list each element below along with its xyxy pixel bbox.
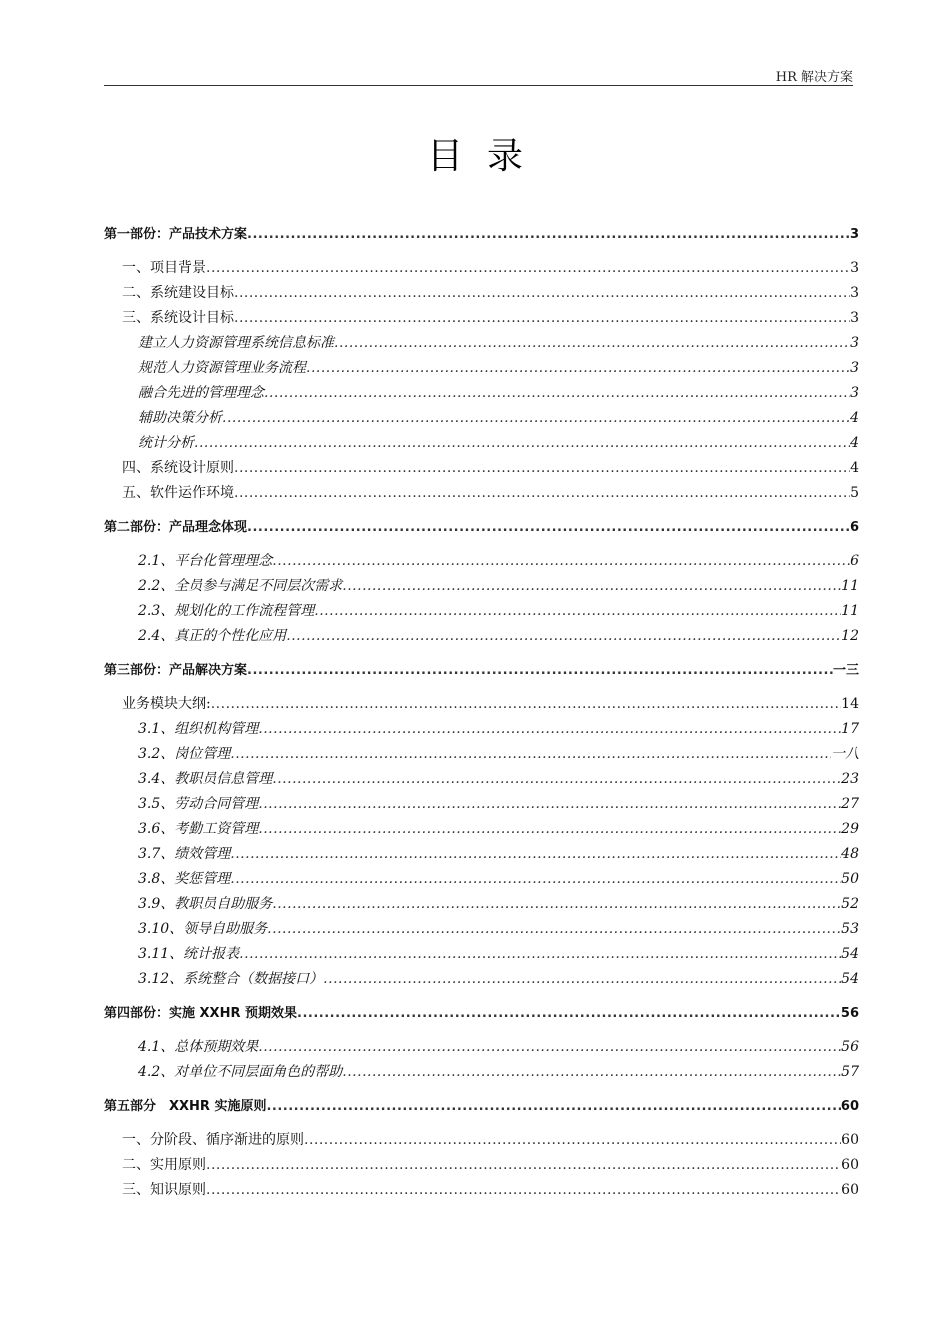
toc-entry-label: 3.12、系统整合（数据接口）	[138, 971, 324, 987]
table-of-contents	[104, 222, 859, 1203]
dot-leader	[234, 481, 850, 506]
dot-leader	[342, 574, 841, 599]
toc-entry-page-number: 3	[850, 310, 859, 326]
toc-part-heading[interactable]	[104, 1094, 859, 1119]
toc-entry-page-number: 14	[841, 696, 859, 712]
dot-leader	[234, 306, 850, 331]
toc-entry-label: 一、分阶段、循序渐进的原则	[122, 1132, 304, 1148]
toc-entry-label: 三、系统设计目标	[122, 310, 234, 326]
toc-entry[interactable]	[104, 967, 859, 992]
toc-entry-label: 第五部分 XXHR 实施原则	[104, 1099, 267, 1114]
dot-leader	[211, 692, 841, 717]
toc-entry[interactable]	[104, 767, 859, 792]
toc-entry-page-number: 4	[850, 460, 859, 476]
toc-entry-label: 建立人力资源管理系统信息标准	[138, 335, 334, 351]
dot-leader	[258, 1035, 841, 1060]
toc-entry[interactable]	[104, 599, 859, 624]
toc-entry-label: 第二部份：产品理念体现	[104, 520, 248, 535]
toc-entry-label: 3.9、教职员自助服务	[138, 896, 273, 912]
toc-entry-page-number: 60	[841, 1157, 859, 1173]
dot-leader	[206, 1178, 841, 1203]
toc-entry-page-number: 57	[841, 1064, 859, 1080]
toc-entry-page-number: 17	[841, 721, 859, 737]
toc-entry-page-number: 11	[841, 603, 859, 619]
toc-entry-label: 第四部份：实施 XXHR 预期效果	[104, 1006, 297, 1021]
toc-entry-page-number: 60	[841, 1182, 859, 1198]
toc-entry-label: 2.2、全员参与满足不同层次需求	[138, 578, 343, 594]
toc-entry-label: 辅助决策分析	[138, 410, 222, 426]
toc-entry-label: 3.11、统计报表	[138, 946, 240, 962]
toc-entry-page-number: 60	[840, 1099, 859, 1114]
toc-entry-page-number: 27	[841, 796, 859, 812]
dot-leader	[264, 381, 850, 406]
toc-entry[interactable]	[104, 281, 859, 306]
toc-entry-label: 三、知识原则	[122, 1182, 206, 1198]
toc-entry[interactable]	[104, 1128, 859, 1153]
toc-entry[interactable]	[104, 817, 859, 842]
dot-leader	[334, 331, 850, 356]
toc-entry-page-number: 11	[841, 578, 859, 594]
toc-entry-page-number: 4	[850, 410, 859, 426]
toc-entry-page-number: 56	[841, 1039, 859, 1055]
toc-entry[interactable]	[104, 331, 859, 356]
toc-entry-label: 统计分析	[138, 435, 194, 451]
dot-leader	[222, 406, 850, 431]
toc-entry[interactable]	[104, 381, 859, 406]
toc-entry-label: 二、实用原则	[122, 1157, 206, 1173]
toc-entry[interactable]	[104, 1035, 859, 1060]
dot-leader	[267, 917, 841, 942]
toc-entry-label: 第三部份：产品解决方案	[104, 663, 248, 678]
toc-entry-page-number: 4	[850, 435, 859, 451]
running-header: HR 解决方案	[775, 70, 853, 85]
dot-leader	[286, 624, 841, 649]
toc-entry-page-number: 3	[850, 335, 859, 351]
toc-entry[interactable]	[104, 549, 859, 574]
toc-entry-page-number: 52	[841, 896, 859, 912]
toc-entry-label: 3.1、组织机构管理	[138, 721, 259, 737]
toc-entry-page-number: 3	[850, 385, 859, 401]
toc-entry[interactable]	[104, 717, 859, 742]
toc-entry[interactable]	[104, 431, 859, 456]
toc-entry-page-number: 6	[849, 520, 859, 535]
toc-entry-label: 2.4、真正的个性化应用	[138, 628, 287, 644]
toc-entry[interactable]	[104, 692, 859, 717]
toc-entry[interactable]	[104, 574, 859, 599]
toc-entry-label: 3.5、劳动合同管理	[138, 796, 259, 812]
dot-leader	[247, 515, 850, 540]
toc-entry[interactable]	[104, 842, 859, 867]
toc-entry-page-number: 50	[841, 871, 859, 887]
dot-leader	[247, 222, 850, 247]
toc-entry-label: 融合先进的管理理念	[138, 385, 264, 401]
toc-entry-page-number: 48	[841, 846, 859, 862]
dot-leader	[272, 549, 850, 574]
toc-entry-page-number: 3	[850, 260, 859, 276]
toc-entry-page-number: 3	[849, 227, 859, 242]
toc-part-heading[interactable]	[104, 658, 859, 683]
dot-leader	[272, 767, 841, 792]
toc-entry[interactable]	[104, 456, 859, 481]
dot-leader	[206, 1153, 841, 1178]
toc-entry-page-number: 3	[850, 285, 859, 301]
toc-entry[interactable]	[104, 481, 859, 506]
dot-leader	[258, 792, 841, 817]
toc-entry[interactable]	[104, 306, 859, 331]
toc-entry-label: 3.2、岗位管理	[138, 746, 231, 762]
toc-entry-label: 规范人力资源管理业务流程	[138, 360, 306, 376]
toc-entry[interactable]	[104, 1178, 859, 1203]
dot-leader	[230, 842, 841, 867]
toc-entry-page-number: 5	[850, 485, 859, 501]
toc-entry[interactable]	[104, 867, 859, 892]
toc-entry[interactable]	[104, 917, 859, 942]
toc-entry-page-number: 56	[840, 1006, 859, 1021]
dot-leader	[258, 717, 841, 742]
dot-leader	[234, 456, 850, 481]
toc-entry-label: 3.7、绩效管理	[138, 846, 231, 862]
toc-entry-label: 3.6、考勤工资管理	[138, 821, 259, 837]
toc-entry-label: 五、软件运作环境	[122, 485, 234, 501]
header-rule	[104, 85, 853, 86]
toc-entry-page-number: 54	[841, 971, 859, 987]
dot-leader	[247, 658, 833, 683]
dot-leader	[239, 942, 841, 967]
toc-part-heading[interactable]	[104, 222, 859, 247]
toc-entry-page-number: 23	[841, 771, 859, 787]
toc-entry[interactable]	[104, 942, 859, 967]
dot-leader	[230, 742, 831, 767]
toc-entry[interactable]	[104, 1153, 859, 1178]
toc-entry-label: 2.3、规划化的工作流程管理	[138, 603, 315, 619]
toc-entry-label: 3.10、领导自助服务	[138, 921, 268, 937]
toc-entry-page-number: 60	[841, 1132, 859, 1148]
toc-entry-page-number: 53	[841, 921, 859, 937]
dot-leader	[306, 356, 850, 381]
toc-part-heading[interactable]	[104, 515, 859, 540]
dot-leader	[314, 599, 841, 624]
dot-leader	[323, 967, 841, 992]
dot-leader	[194, 431, 850, 456]
toc-entry[interactable]	[104, 792, 859, 817]
dot-leader	[304, 1128, 841, 1153]
toc-entry[interactable]	[104, 742, 859, 767]
toc-entry[interactable]	[104, 624, 859, 649]
toc-entry-label: 四、系统设计原则	[122, 460, 234, 476]
toc-entry-label: 4.1、总体预期效果	[138, 1039, 259, 1055]
toc-entry[interactable]	[104, 406, 859, 431]
toc-entry-page-number: 一三	[832, 663, 859, 678]
toc-entry-label: 2.1、平台化管理理念	[138, 553, 273, 569]
dot-leader	[234, 281, 850, 306]
toc-entry[interactable]	[104, 256, 859, 281]
dot-leader	[266, 1094, 840, 1119]
toc-entry[interactable]	[104, 1060, 859, 1085]
dot-leader	[272, 892, 841, 917]
dot-leader	[342, 1060, 841, 1085]
toc-entry-page-number: 3	[850, 360, 859, 376]
toc-entry[interactable]	[104, 356, 859, 381]
toc-part-heading[interactable]	[104, 1001, 859, 1026]
dot-leader	[230, 867, 841, 892]
toc-entry-label: 4.2、对单位不同层面角色的帮助	[138, 1064, 343, 1080]
dot-leader	[258, 817, 841, 842]
toc-entry-label: 业务模块大纲:	[122, 696, 211, 712]
toc-entry-label: 3.4、教职员信息管理	[138, 771, 273, 787]
toc-entry-page-number: 一八	[831, 746, 859, 762]
toc-entry-page-number: 54	[841, 946, 859, 962]
toc-entry[interactable]	[104, 892, 859, 917]
toc-entry-label: 3.8、奖惩管理	[138, 871, 231, 887]
dot-leader	[297, 1001, 841, 1026]
toc-entry-page-number: 12	[841, 628, 859, 644]
toc-entry-label: 第一部份：产品技术方案	[104, 227, 248, 242]
toc-entry-label: 二、系统建设目标	[122, 285, 234, 301]
toc-entry-page-number: 29	[841, 821, 859, 837]
toc-entry-page-number: 6	[850, 553, 859, 569]
toc-entry-label: 一、项目背景	[122, 260, 206, 276]
dot-leader	[206, 256, 850, 281]
page-title: 目录	[426, 136, 547, 177]
